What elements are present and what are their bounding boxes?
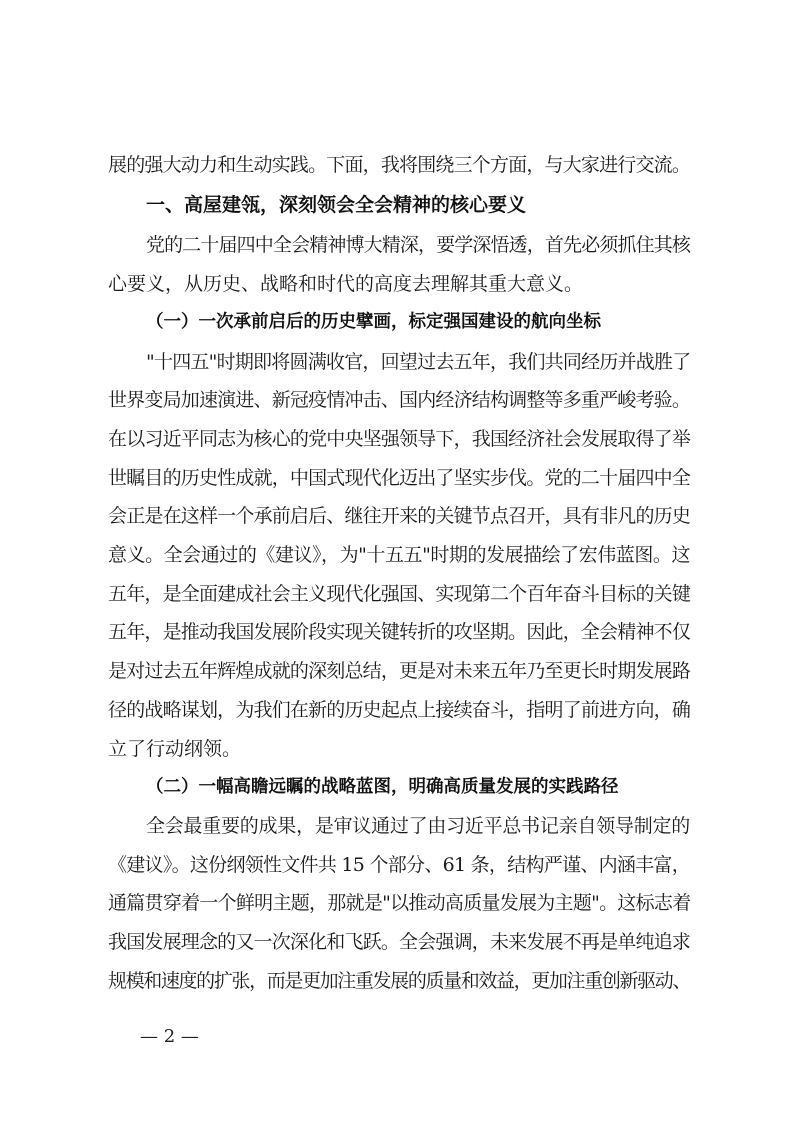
page-number: — 2 — (140, 1026, 199, 1047)
body-line: "十四五"时期即将圆满收官，回望过去五年，我们共同经历并战胜了 (146, 351, 691, 373)
body-line: 我国发展理念的又一次深化和飞跃。全会强调，未来发展不再是单纯追求 (108, 931, 691, 953)
body-line: 党的二十届四中全会精神博大精深，要学深悟透，首先必须抓住其核 (146, 234, 691, 256)
body-line: 全会最重要的成果，是审议通过了由习近平总书记亲自领导制定的 (146, 815, 691, 837)
body-line: 世瞩目的历史性成就，中国式现代化迈出了坚实步伐。党的二十届四中全 (108, 467, 691, 489)
body-line: 五年，是全面建成社会主义现代化强国、实现第二个百年奋斗目标的关键 (108, 583, 691, 605)
body-line: 径的战略谋划，为我们在新的历史起点上接续奋斗，指明了前进方向，确 (108, 699, 691, 721)
body-line: 心要义，从历史、战略和时代的高度去理解其重大意义。 (108, 273, 584, 295)
body-line: 规模和速度的扩张，而是更加注重发展的质量和效益，更加注重创新驱动、 (108, 970, 691, 992)
subsection-heading-1: （一）一次承前启后的历史擘画，标定强国建设的航向坐标 (146, 312, 601, 332)
section-heading-1: 一、高屋建瓴，深刻领会全会精神的核心要义 (146, 194, 527, 216)
body-line: 立了行动纲领。 (108, 738, 242, 760)
body-line: 《建议》。这份纲领性文件共 15 个部分、61 条，结构严谨、内涵丰富， (108, 854, 690, 876)
body-line: 意义。全会通过的《建议》，为"十五五"时期的发展描绘了宏伟蓝图。这 (108, 544, 690, 566)
subsection-heading-2: （二）一幅高瞻远瞩的战略蓝图，明确高质量发展的实践路径 (146, 777, 619, 797)
body-line: 会正是在这样一个承前启后、继往开来的关键节点召开，具有非凡的历史 (108, 505, 691, 527)
body-line: 是对过去五年辉煌成就的深刻总结，更是对未来五年乃至更长时期发展路 (108, 660, 691, 682)
body-line: 展的强大动力和生动实践。下面，我将围绕三个方面，与大家进行交流。 (108, 154, 691, 176)
body-line: 世界变局加速演进、新冠疫情冲击、国内经济结构调整等多重严峻考验。 (108, 389, 691, 411)
body-line: 五年，是推动我国发展阶段实现关键转折的攻坚期。因此，全会精神不仅 (108, 621, 691, 643)
body-line: 通篇贯穿着一个鲜明主题，那就是"以推动高质量发展为主题"。这标志着 (108, 892, 691, 914)
body-line: 在以习近平同志为核心的党中央坚强领导下，我国经济社会发展取得了举 (108, 428, 691, 450)
